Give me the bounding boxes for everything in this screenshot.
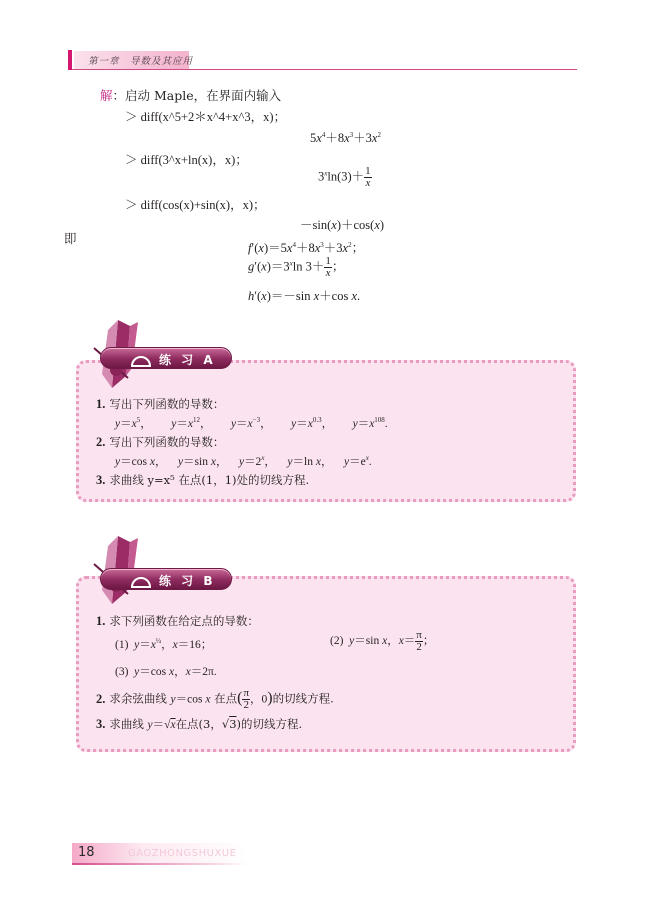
exercise-b-item-1-part-1: (1) $y=x^{\frac{1}{4}}$，x＝16； xyxy=(115,637,213,651)
exercise-b-item-1: 1. 求下列函数在给定点的导数： xyxy=(96,614,259,628)
exercise-a-badge xyxy=(100,347,232,369)
exercise-b-title: 练 习 B xyxy=(159,574,216,588)
maple-command-3: ＞ diff(cos(x)+sin(x)，x)； xyxy=(125,198,266,212)
exercise-a-item-1-functions: $y=x^5$， $y=x^{12}$， $y=x^{-3}$， $y=x^{0.3}$， $y=x^{108}$. xyxy=(115,416,388,430)
exercise-a-title: 练 习 A xyxy=(159,353,216,367)
result-f-prime: $f'(x)=5x^4+8x^3+3x^2$； xyxy=(248,241,365,255)
maple-command-2: ＞ diff(3^x+ln(x)，x)； xyxy=(125,153,248,167)
solution-intro xyxy=(100,86,281,104)
prompt-symbol: ＞ xyxy=(125,153,141,167)
exercise-b-badge xyxy=(100,568,232,590)
protractor-icon xyxy=(131,572,151,588)
maple-output-2: $3^x\ln(3)+$ $\frac{1}{x}$ xyxy=(318,165,371,189)
exercise-b-item-2: 2. 求余弦曲线 y＝cos x 在点( $\frac{\pi}{2}$ ，0)的切线方程. xyxy=(96,687,334,711)
maple-output-1: $5x^4+8x^3+3x^2$ xyxy=(310,131,381,145)
therefore-label: 即 xyxy=(64,231,77,246)
header-rule xyxy=(72,69,577,70)
result-h-prime: h′(x)＝－sin x＋cos x. xyxy=(248,289,361,303)
exercise-a-item-1: 1. 写出下列函数的导数： xyxy=(96,397,225,411)
protractor-icon xyxy=(131,351,151,367)
prompt-symbol: ＞ xyxy=(125,198,141,212)
maple-command-1: ＞ diff(x^5+2＊x^4+x^3，x)； xyxy=(125,110,286,124)
prompt-symbol: ＞ xyxy=(125,110,141,124)
chapter-title: 第一章 导数及其应用 xyxy=(88,56,194,67)
footer-brand: GAOZHONGSHUXUE xyxy=(128,848,237,859)
maple-output-3: －sin(x)＋cos(x) xyxy=(300,218,385,232)
exercise-a-item-3: 3. 求曲线 y=x⁵ 在点(1，1)处的切线方程. xyxy=(96,473,310,487)
result-g-prime: $g'(x)=3^x\ln$ 3＋ $\frac{1}{x}$ ； xyxy=(248,255,345,279)
footer-rule xyxy=(72,863,247,865)
solution-intro-text: ：启动 Maple，在界面内输入 xyxy=(112,88,282,103)
exercise-a-item-2-functions: y＝cos x， y＝sin x， $y=2^x$， y＝ln x， $y=e^x$. xyxy=(115,454,372,468)
solution-label: 解 xyxy=(100,88,113,103)
exercise-b-item-1-part-2: (2) y＝sin x，x＝ $\frac{\pi}{2}$ ； xyxy=(330,629,435,653)
page-number: 18 xyxy=(78,845,95,860)
exercise-b-item-3: 3. 求曲线 y＝√x在点(3，√3)的切线方程. xyxy=(96,717,303,731)
exercise-b-item-1-part-3: (3) y＝cos x，x＝2π. xyxy=(115,666,217,678)
exercise-a-item-2: 2. 写出下列函数的导数： xyxy=(96,435,225,449)
chapter-header-marker xyxy=(68,50,72,70)
